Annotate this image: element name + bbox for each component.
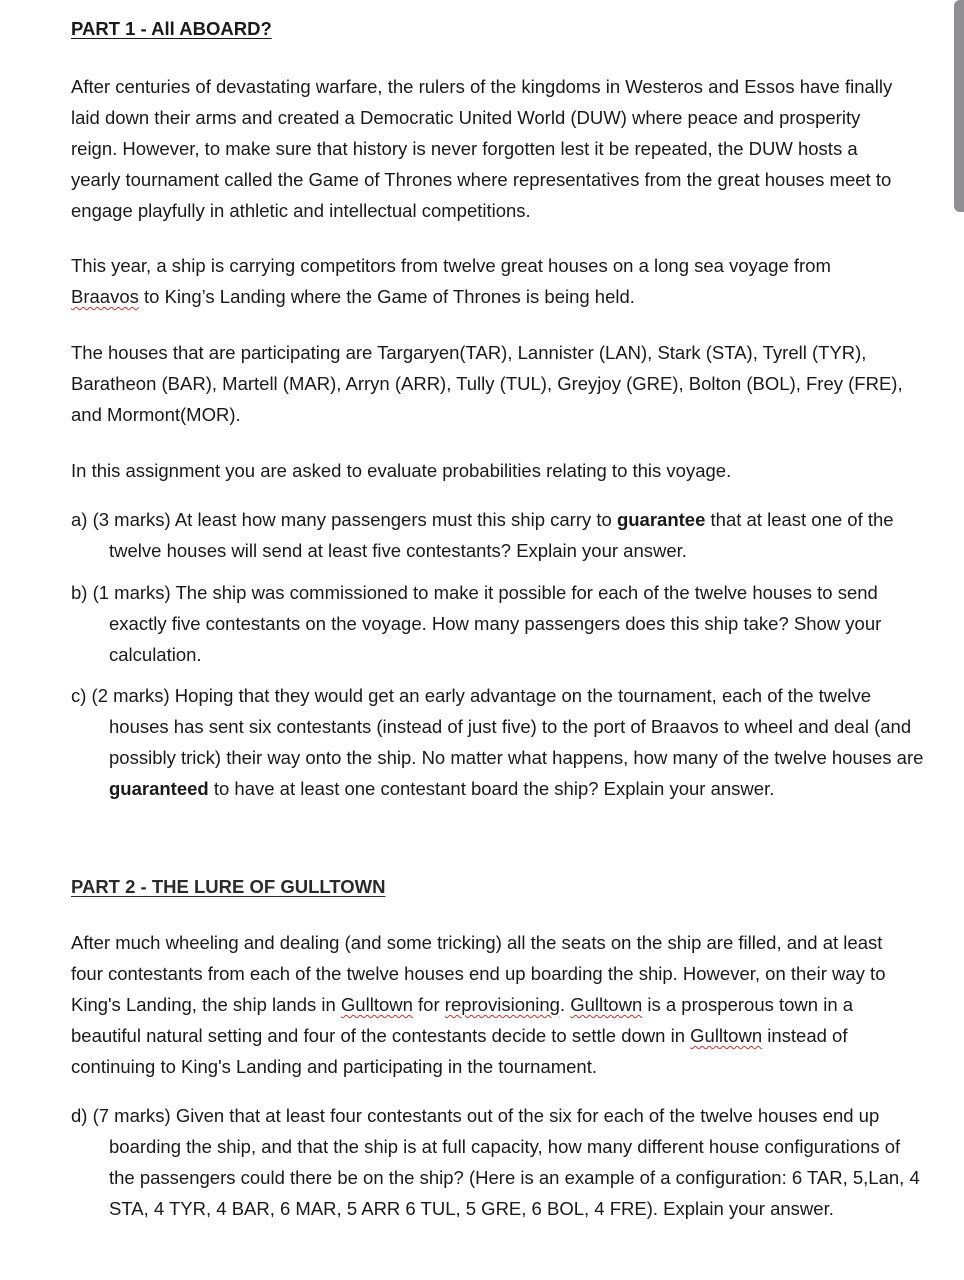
part2-text-1: After much wheeling and dealing (and some tricking) all the seats on the ship are filled, and at least four contestants from each of the twelve houses end up boarding the ship. However, on their way to King's Landing, the ship lands in xyxy=(71,932,886,1015)
spellcheck-word-gulltown: Gulltown xyxy=(340,994,413,1015)
part2-heading: PART 2 - THE LURE OF GULLTOWN xyxy=(71,876,386,897)
part1-paragraph-assignment: In this assignment you are asked to evaluate probabilities relating to this voyage. xyxy=(71,460,732,481)
spellcheck-word-gulltown-3: Gulltown xyxy=(690,1025,763,1046)
part2-text-2: for xyxy=(412,994,445,1015)
question-c-text-end: to have at least one contestant board the ship? Explain your answer. xyxy=(208,778,775,799)
part1-heading: PART 1 - All ABOARD? xyxy=(71,18,272,39)
question-c-text-start: c) (2 marks) Hoping that they would get an early advantage on the tournament, each of the twelve houses has sent six contestants (instead of just five) to the port of Braavos to wheel and deal (and possibly trick) their way onto the ship. No matter what happens, how many of the twelve houses are xyxy=(71,685,924,768)
question-a-text-start: a) (3 marks) At least how many passengers must this ship carry to xyxy=(71,509,617,530)
voyage-text-start: This year, a ship is carrying competitors from twelve great houses on a long sea voyage from xyxy=(71,255,831,276)
part2-paragraph xyxy=(71,927,911,1082)
part2-text-3: . xyxy=(559,994,571,1015)
spellcheck-word: Braavos xyxy=(71,286,139,307)
question-c-bold: guaranteed xyxy=(109,778,209,799)
part1-paragraph-voyage xyxy=(71,250,911,312)
question-b: b) (1 marks) The ship was commissioned to make it possible for each of the twelve houses to send exactly five contestants on the voyage. How many passengers does this ship take? Show your calculation. xyxy=(71,582,882,665)
spellcheck-word-gulltown-2: Gulltown xyxy=(570,994,643,1015)
question-c xyxy=(71,680,927,804)
part1-paragraph-houses: The houses that are participating are Targaryen(TAR), Lannister (LAN), Stark (STA), Tyrell (TYR), Baratheon (BAR), Martell (MAR), Arryn (ARR), Tully (TUL), Greyjoy (GRE), Bolton (BOL), Frey (FRE), and Mormont(MOR). xyxy=(71,342,903,425)
part2-text-5: instead of continuing to King's Landing and participating in the tournament. xyxy=(71,1025,848,1077)
question-a xyxy=(71,504,927,566)
question-a-text-end: that at least one of the twelve houses will send at least five contestants? Explain your answer. xyxy=(109,509,894,561)
part2-text-4: is a prosperous town in a beautiful natural setting and four of the contestants decide to settle down in xyxy=(71,994,854,1046)
scrollbar[interactable] xyxy=(954,0,964,212)
question-a-bold: guarantee xyxy=(616,509,706,530)
voyage-text-end: to King’s Landing where the Game of Thrones is being held. xyxy=(138,286,635,307)
question-d: d) (7 marks) Given that at least four contestants out of the six for each of the twelve houses end up boarding the ship, and that the ship is at full capacity, how many different house configurations of the passengers could there be on the ship? (Here is an example of a configuration: 6 TAR, 5,Lan, 4 STA, 4 TYR, 4 BAR, 6 MAR, 5 ARR 6 TUL, 5 GRE, 6 BOL, 4 FRE). Explain your answer. xyxy=(71,1105,920,1219)
part1-paragraph-intro: After centuries of devastating warfare, the rulers of the kingdoms in Westeros and Essos have finally laid down their arms and created a Democratic United World (DUW) where peace and prosperity reign. However, to make sure that history is never forgotten lest it be repeated, the DUW hosts a yearly tournament called the Game of Thrones where representatives from the great houses meet to engage playfully in athletic and intellectual competitions. xyxy=(71,76,893,221)
spellcheck-word-reprovisioning: reprovisioning xyxy=(444,994,560,1015)
